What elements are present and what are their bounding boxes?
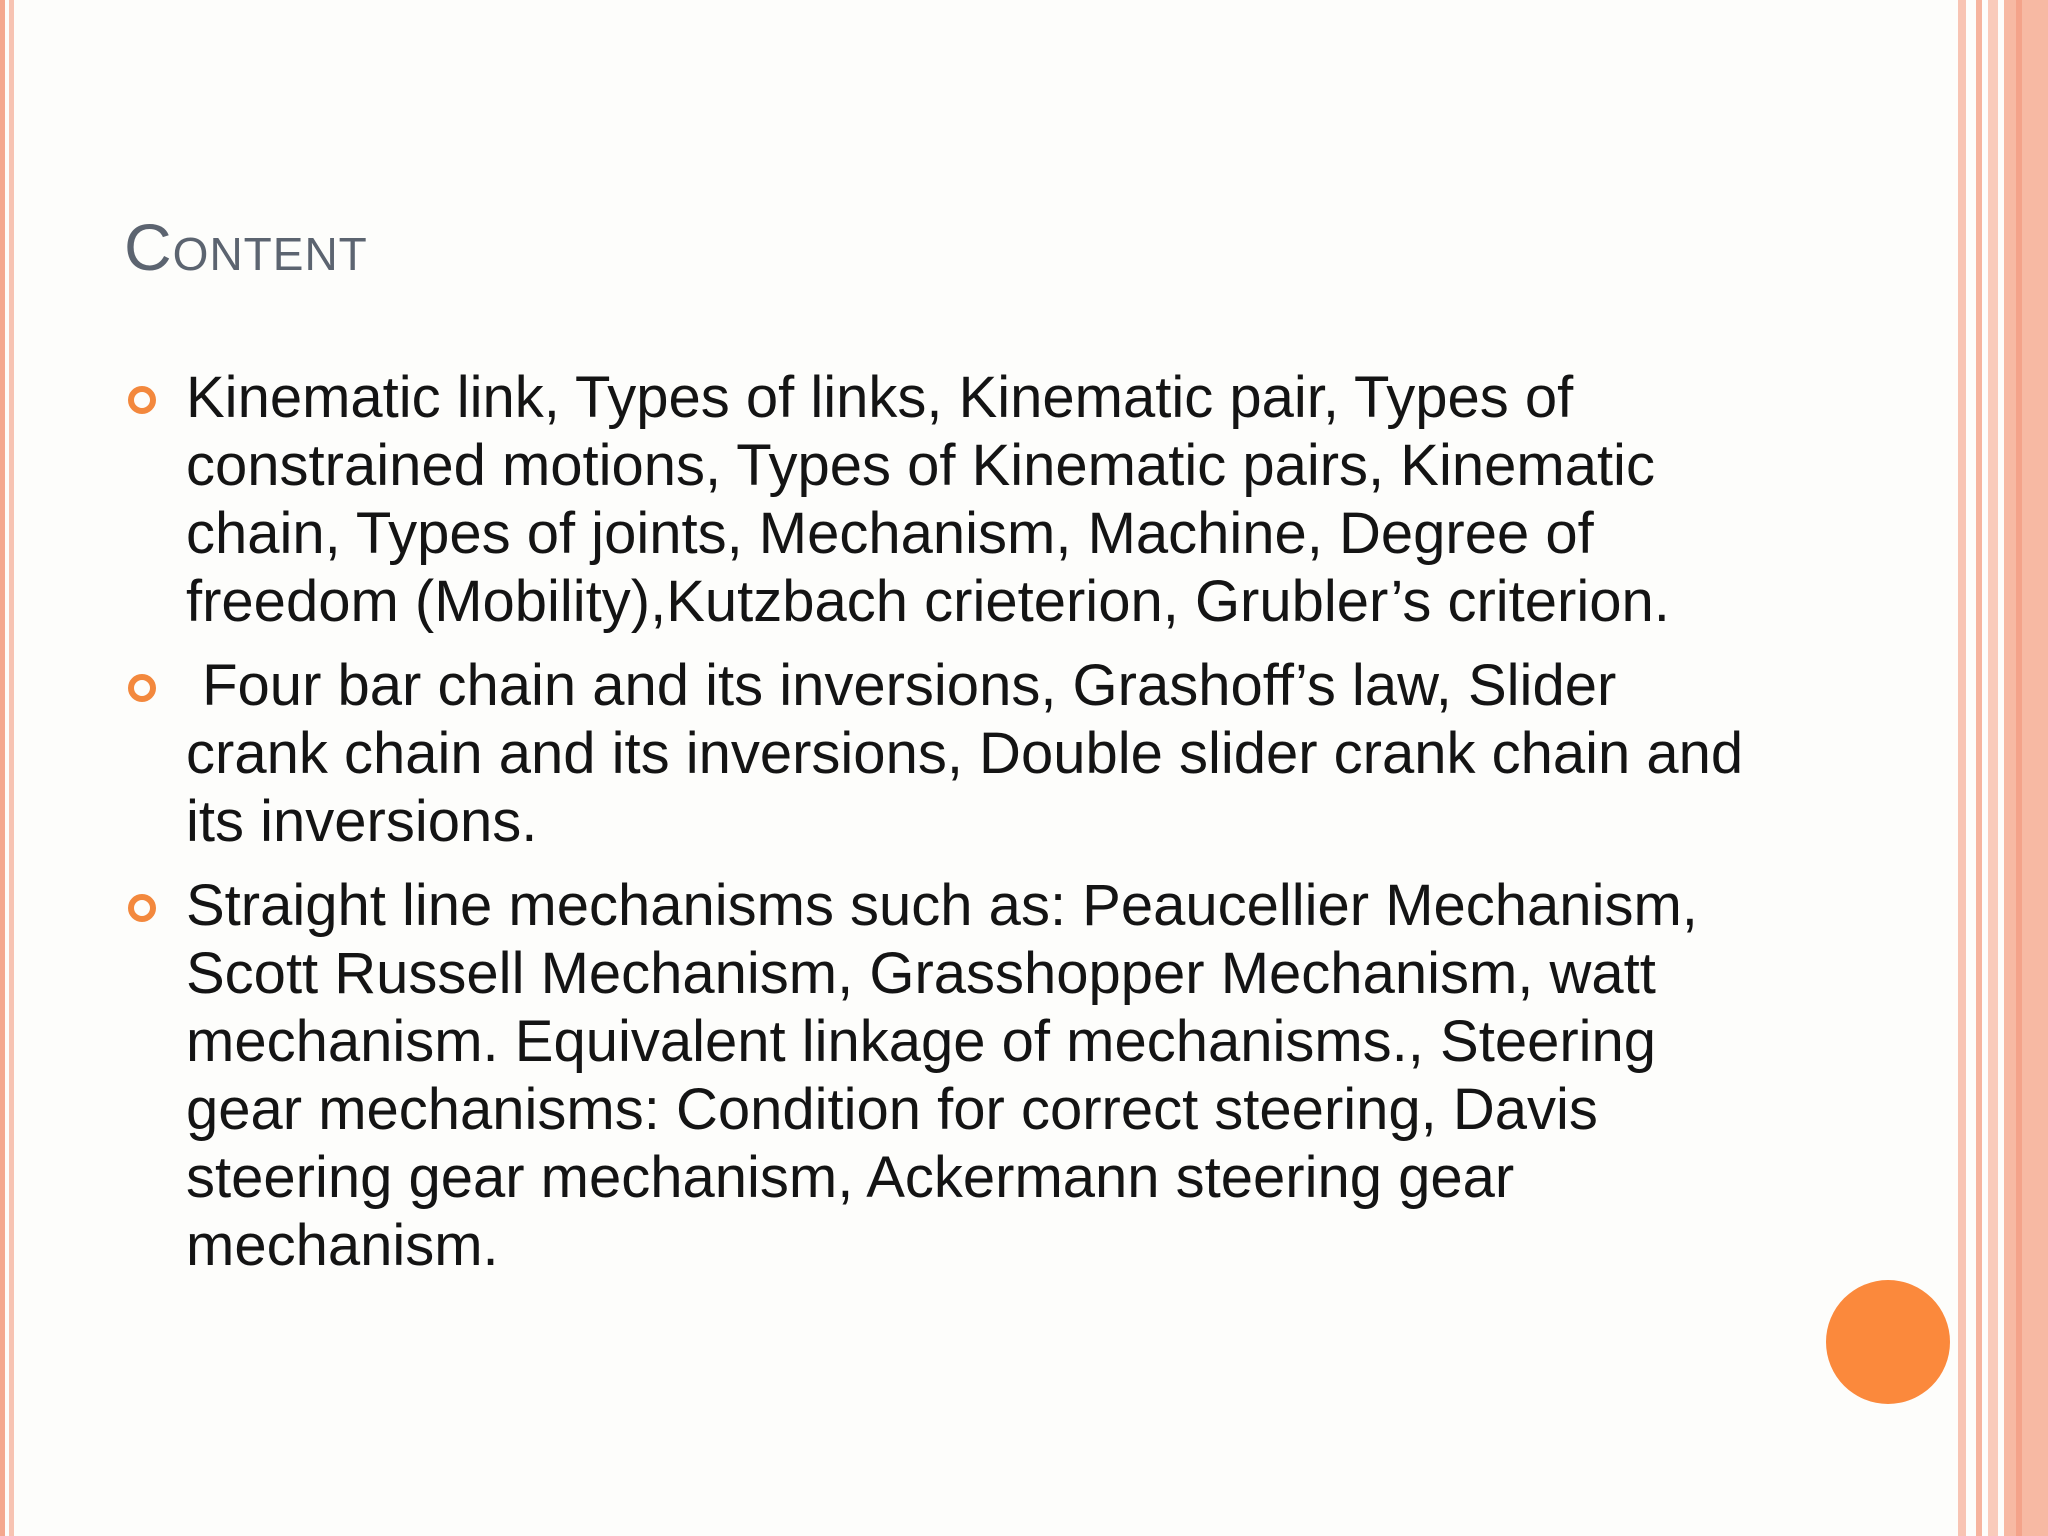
hollow-circle-bullet-icon <box>128 674 156 702</box>
bullet-item <box>124 364 1764 636</box>
bullet-item <box>124 652 1764 856</box>
bullet-item <box>124 872 1764 1280</box>
slide-title: Content <box>124 210 368 284</box>
bullet-list <box>124 364 1764 1296</box>
right-border-stripe-4 <box>2004 0 2048 1536</box>
right-border-stripe-5 <box>2016 0 2022 1536</box>
right-border-stripe-2 <box>1976 0 1982 1536</box>
right-border-stripe-3 <box>1988 0 1998 1536</box>
hollow-circle-bullet-icon <box>128 894 156 922</box>
right-border-stripe-1 <box>1958 0 1966 1536</box>
bullet-text: Four bar chain and its inversions, Grashoff’s law, Slider crank chain and its inversions, Double slider crank chain and its inversions. <box>186 653 1760 854</box>
left-border-stripe-inner <box>9 0 14 1536</box>
bullet-text: Kinematic link, Types of links, Kinematic pair, Types of constrained motions, Types of Kinematic pairs, Kinematic chain, Types of joints, Mechanism, Machine, Degree of freedom (Mobility),Kutzbach crieterion, Grubler’s criterion. <box>186 365 1670 634</box>
orange-circle-decoration-icon <box>1826 1280 1950 1404</box>
bullet-text: Straight line mechanisms such as: Peaucellier Mechanism, Scott Russell Mechanism, Grasshopper Mechanism, watt mechanism. Equivalent linkage of mechanisms., Steering gear mechanisms: Condition for correct steering, Davis steering gear mechanism, Ackermann steering gear mechanism. <box>186 873 1698 1278</box>
left-border-stripe <box>0 0 5 1536</box>
hollow-circle-bullet-icon <box>128 386 156 414</box>
